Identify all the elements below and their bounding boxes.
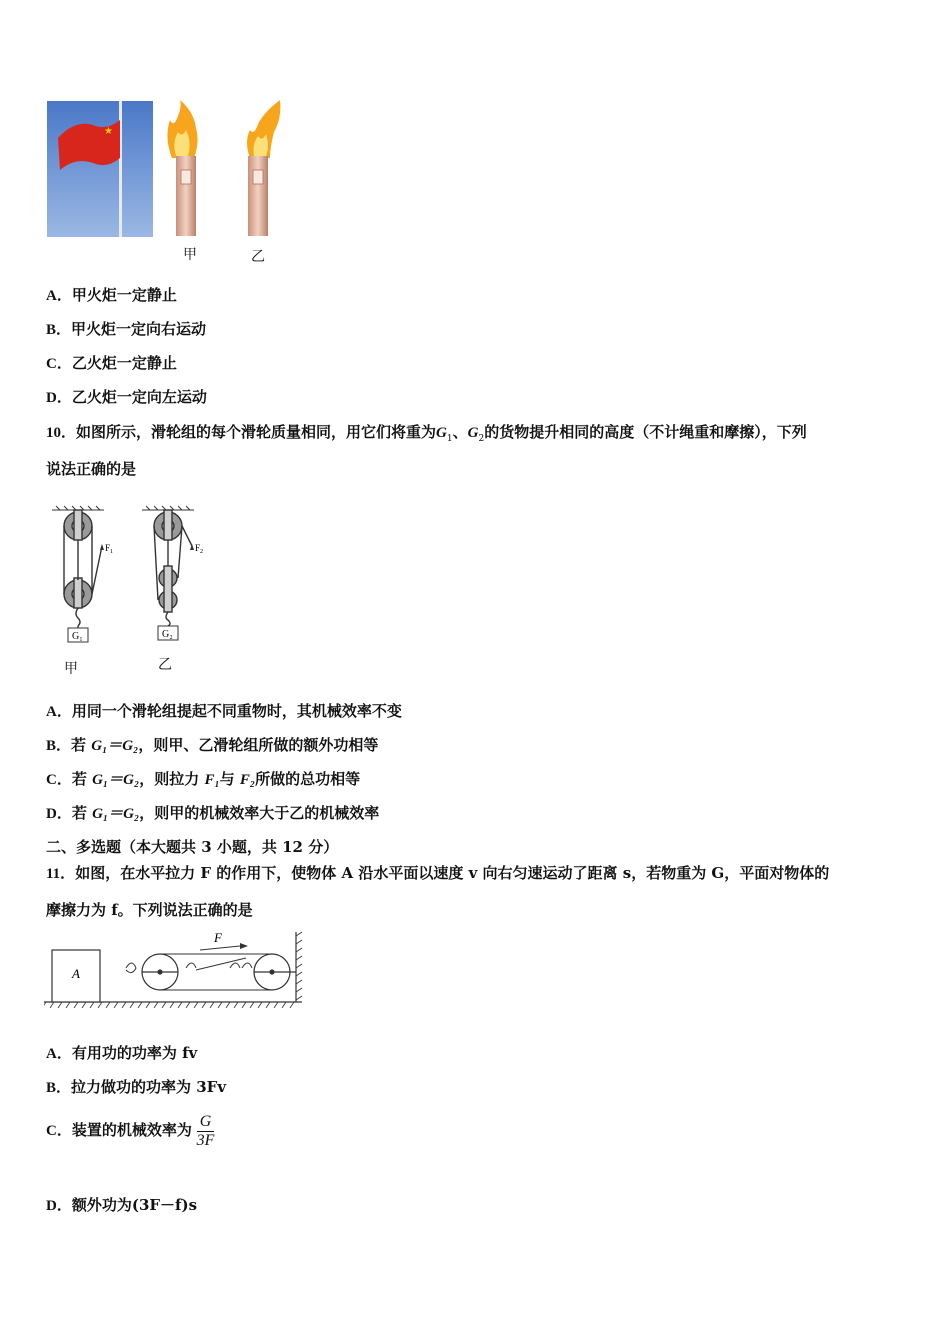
- flag-photo: [47, 101, 153, 237]
- q10-option-b[interactable]: B．若 G₁＝G₂，则甲、乙滑轮组所做的额外功相等: [46, 736, 379, 754]
- svg-text:★: ★: [104, 126, 113, 137]
- movable-pulley: [142, 954, 178, 990]
- ground-hatching: [44, 1002, 294, 1008]
- q10-option-c[interactable]: C．若 G₁＝G₂，则拉力 F₁与 F₂所做的总功相等: [46, 770, 361, 788]
- q10-stem-line2: 说法正确的是: [46, 460, 137, 478]
- torch-jia: [167, 100, 197, 236]
- force-label-f2: $F_2$: [195, 543, 204, 555]
- section-heading: 二、多选题（本大题共 3 小题，共 12 分）: [46, 838, 339, 856]
- q11-option-c[interactable]: C．装置的机械效率为 $\frac{G}{3F}$: [46, 1112, 215, 1149]
- q9-option-d[interactable]: D．乙火炬一定向左运动: [46, 388, 207, 406]
- figure-label-jia: 甲: [183, 247, 197, 263]
- q10-option-d[interactable]: D．若 G₁＝G₂，则甲的机械效率大于乙的机械效率: [46, 804, 380, 822]
- flag-torch-figure: [46, 98, 286, 268]
- force-label-f1: $F_1$: [105, 543, 114, 555]
- horizontal-pulley-figure: [44, 926, 310, 1016]
- weight-label-g2: G₂: [162, 629, 173, 640]
- pulley-label-jia: 甲: [64, 661, 78, 677]
- weight-label-g1: G₁: [72, 631, 83, 642]
- wall-hatching: [296, 932, 302, 1000]
- pulley-group-yi: [154, 510, 192, 626]
- figure-label-yi: 乙: [251, 249, 265, 265]
- q10-option-a[interactable]: A．用同一个滑轮组提起不同重物时，其机械效率不变: [46, 702, 402, 720]
- q11-stem-line1: 11．如图，在水平拉力 F 的作用下，使物体 A 沿水平面以速度 v 向右匀速运动了距离 s，若物重为 G，平面对物体的: [46, 864, 830, 882]
- q11-option-a[interactable]: A．有用功的功率为 fv: [46, 1044, 198, 1062]
- q9-option-b[interactable]: B．甲火炬一定向右运动: [46, 320, 207, 338]
- q10-stem-line1: 10．如图所示，滑轮组的每个滑轮质量相同，用它们将重为$G_1$、$G_2$的货物提升相同的高度（不计绳重和摩擦），下列: [46, 423, 807, 444]
- pulley-label-yi: 乙: [158, 657, 172, 673]
- pulley-group-jia: [64, 510, 102, 628]
- efficiency-fraction: $\frac{G}{3F}$: [196, 1112, 215, 1149]
- q11-option-b[interactable]: B．拉力做功的功率为 3Fv: [46, 1078, 227, 1096]
- q11-option-d[interactable]: D．额外功为(3F－f)s: [46, 1196, 198, 1214]
- q9-option-c[interactable]: C．乙火炬一定静止: [46, 354, 177, 372]
- block-a-label: A: [72, 966, 80, 981]
- fixed-pulley: [254, 954, 296, 990]
- q11-stem-line2: 摩擦力为 f。下列说法正确的是: [46, 901, 253, 919]
- q9-option-a[interactable]: A．甲火炬一定静止: [46, 286, 177, 304]
- force-label-f: F: [214, 930, 222, 945]
- pulley-system-figure: [46, 502, 226, 682]
- torch-yi: [247, 100, 280, 236]
